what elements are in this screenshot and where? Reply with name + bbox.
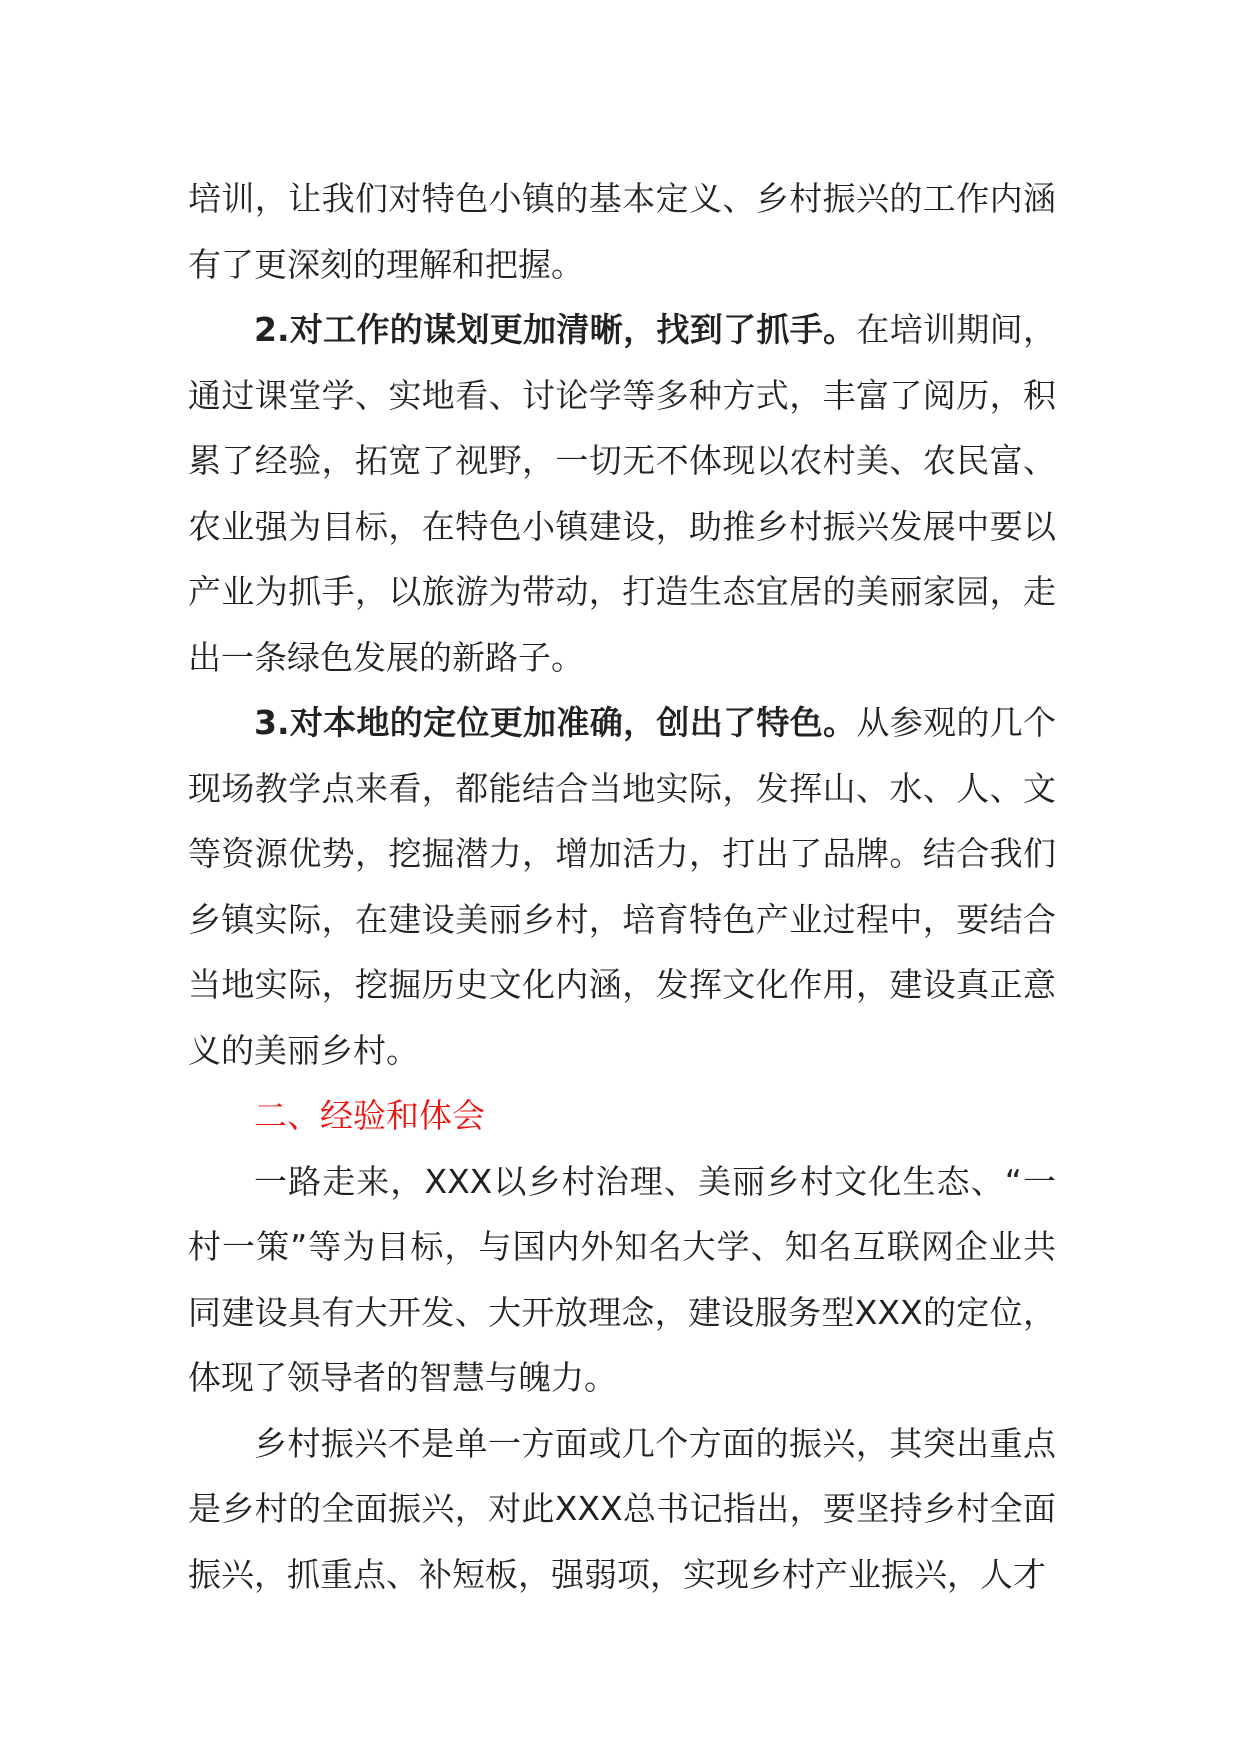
paragraph-text: 在培训期间，通过课堂学、实地看、讨论学等多种方式，丰富了阅历，积累了经验，拓宽了视野，一切无不体现以农村美、农民富、农业强为目标，在特色小镇建设，助推乡村振兴发展中要以产业为抓手，以旅游为带动，打造生态宜居的美丽家园，走出一条绿色发展的新路子。 — [188, 310, 1057, 677]
paragraph-text: 培训，让我们对特色小镇的基本定义、乡村振兴的工作内涵有了更深刻的理解和把握。 — [188, 179, 1056, 284]
paragraph-experience — [188, 1149, 1056, 1411]
paragraph-text: 一路走来，XXX以乡村治理、美丽乡村文化生态、“一村一策”等为目标，与国内外知名大学、知名互联网企业共同建设具有大开发、大开放理念，建设服务型XXX的定位，体现了领导者的智慧与魄力。 — [188, 1161, 1056, 1397]
paragraph-text: 乡村振兴不是单一方面或几个方面的振兴，其突出重点是乡村的全面振兴，对此XXX总书记指出，要坚持乡村全面振兴，抓重点、补短板，强弱项，实现乡村产业振兴，人才 — [188, 1423, 1056, 1594]
paragraph-lead: 3.对本地的定位更加准确，创出了特色。 — [254, 703, 857, 742]
document-body — [188, 166, 1056, 1607]
section-heading: 二、经验和体会 — [254, 1096, 485, 1135]
paragraph-text: 从参观的几个现场教学点来看，都能结合当地实际，发挥山、水、人、文等资源优势，挖掘潜力，增加活力，打出了品牌。结合我们乡镇实际，在建设美丽乡村，培育特色产业过程中，要结合当地实际，挖掘历史文化内涵，发挥文化作用，建设真正意义的美丽乡村。 — [188, 703, 1057, 1070]
paragraph-lead: 2.对工作的谋划更加清晰，找到了抓手。 — [254, 310, 857, 349]
paragraph-rural-revitalization — [188, 1411, 1056, 1608]
paragraph-point-2 — [188, 297, 1056, 690]
paragraph-point-3 — [188, 690, 1056, 1083]
paragraph-training-continued — [188, 166, 1056, 297]
